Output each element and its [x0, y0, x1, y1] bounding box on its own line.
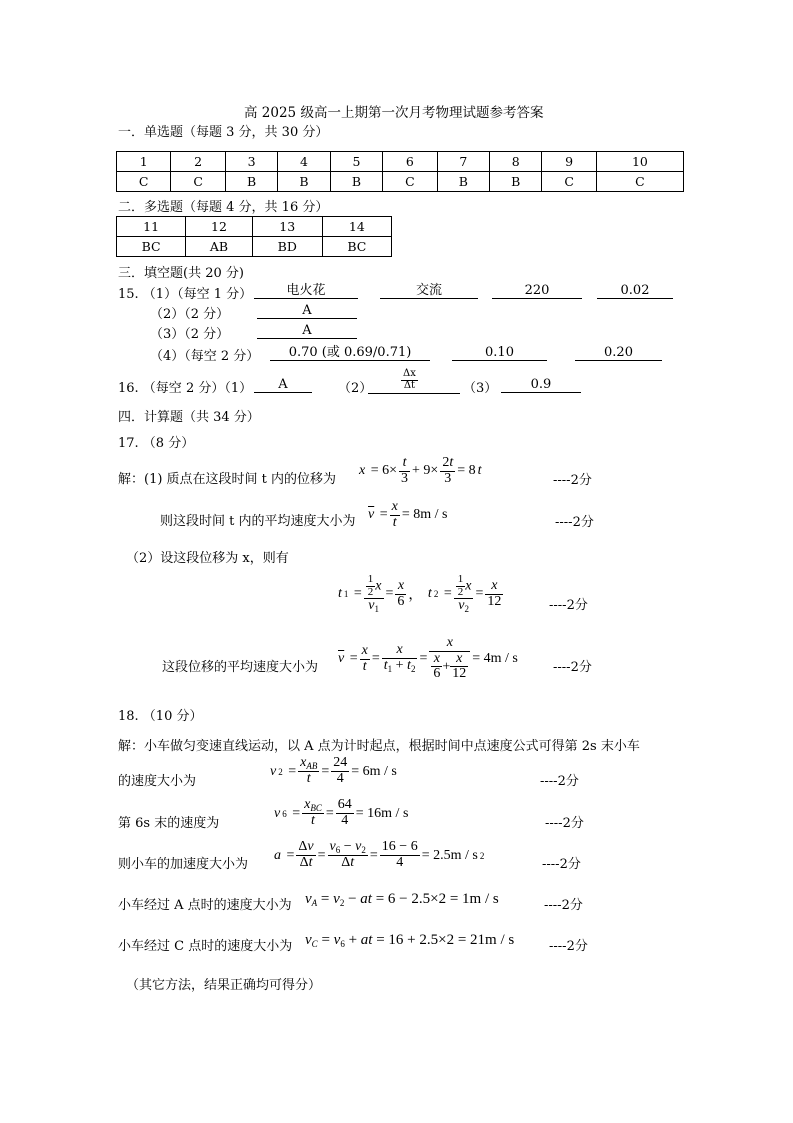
q15-line-1	[118, 283, 252, 302]
q16-part2-label: （2）	[338, 381, 373, 396]
table-row	[117, 172, 684, 192]
multi-choice-answer-table	[116, 216, 392, 257]
table-cell: 6	[383, 152, 437, 172]
score-mark: ----2分	[555, 515, 594, 530]
page-title: 高 2025 级高一上期第一次月考物理试题参考答案	[244, 105, 544, 121]
table-cell: 11	[117, 217, 186, 237]
table-cell: 14	[322, 217, 391, 237]
table-cell: B	[278, 172, 330, 192]
q15-3-label: （3）（2 分）	[150, 327, 230, 342]
score-mark: ----2分	[549, 939, 588, 954]
q18-line2-text: 第 6s 末的速度为	[118, 816, 220, 831]
table-cell: 1	[117, 152, 171, 172]
q18-v6-formula: v 6 = $\frac{x_{BC}}{t}$ = $\frac{64}{4}$ = 16m / s	[274, 797, 409, 829]
table-cell: 10	[596, 152, 683, 172]
section-heading-single-choice: 一．单选题（每题 3 分，共 30 分）	[118, 125, 329, 140]
table-cell: B	[330, 172, 382, 192]
q17-avg-speed-formula: $\overline{v}$ = $\frac{x}{t}$ = $\frac{x}{t_1 + t_2}$ = x $\frac{x}{6}$ + $\frac{x}{12}$ = 4m / s	[338, 635, 518, 682]
section-heading-multi-choice: 二．多选题（每题 4 分，共 16 分）	[118, 200, 329, 215]
score-mark: ----2分	[549, 598, 588, 613]
q18-line5-text: 小车经过 C 点时的速度大小为	[118, 939, 293, 954]
q18-intro-line1: 解：小车做匀变速直线运动，以 A 点为计时起点，根据时间中点速度公式可得第 2s 末小车	[118, 739, 640, 754]
table-cell: AB	[186, 237, 253, 257]
q17-avg-velocity-formula: $\overline{v}$ = $\frac{x}{t}$ = 8m / s	[368, 499, 448, 530]
answer-blank: 0.02	[597, 283, 673, 299]
table-cell: BC	[322, 237, 391, 257]
answer-blank: A	[257, 323, 357, 339]
answer-blank: A	[257, 303, 357, 319]
answer-blank: 0.9	[501, 377, 581, 393]
table-cell: 13	[252, 217, 322, 237]
q17-part2-text: （2）设这段位移为 x，则有	[126, 551, 289, 566]
table-cell: B	[437, 172, 489, 192]
answer-blank: 0.10	[452, 345, 547, 361]
table-cell: BD	[252, 237, 322, 257]
score-mark: ----2分	[545, 816, 584, 831]
table-cell: 12	[186, 217, 253, 237]
q15-4-label: （4）（每空 2 分）	[150, 349, 260, 364]
q18-line3-text: 则小车的加速度大小为	[118, 857, 249, 872]
table-cell: C	[383, 172, 437, 192]
q18-intro-line2: 的速度大小为	[118, 774, 197, 789]
q17-step1-text: 解：(1) 质点在这段时间 t 内的位移为	[118, 472, 337, 487]
q17-time-formula: t 1 = $\frac{1}{2}$ x $v_1$ = $\frac{x}{6}$ ， t 2 = $\frac{1}{2}$ x $v_2$ = $\frac{x}{12}$	[338, 573, 502, 615]
table-row	[117, 217, 392, 237]
score-mark: ----2分	[553, 473, 592, 488]
section-heading-calculation: 四．计算题（共 34 分）	[118, 410, 260, 425]
score-mark: ----2分	[542, 857, 581, 872]
q18-v2-formula: v 2 = $\frac{x_{AB}}{t}$ = $\frac{24}{4}$ = 6m / s	[270, 755, 397, 787]
table-cell: 7	[437, 152, 489, 172]
table-row	[117, 237, 392, 257]
table-cell: 2	[171, 152, 225, 172]
q18-header: 18. （10 分）	[118, 709, 203, 724]
q18-acceleration-formula: a = $\frac{\Delta v}{\Delta t}$ = $\frac{v_6 - v_2}{\Delta t}$ = $\frac{16 - 6}{4}$ = 2.5m / s 2	[274, 839, 485, 871]
q16-part3-label: （3）	[463, 381, 498, 396]
table-cell: C	[542, 172, 596, 192]
table-row	[117, 152, 684, 172]
table-cell: C	[171, 172, 225, 192]
answer-blank: 220	[492, 283, 582, 299]
answer-blank	[368, 369, 460, 394]
q18-note: （其它方法，结果正确均可得分）	[126, 978, 322, 993]
q17-avg-text: 这段位移的平均速度大小为	[162, 660, 319, 675]
score-mark: ----2分	[553, 660, 592, 675]
q15-2-label: （2）（2 分）	[150, 307, 230, 322]
table-cell: B	[490, 172, 542, 192]
q18-vC-formula: $v_C = v_6$ + at = 16 + 2.5×2 = 21m / s	[305, 932, 515, 949]
table-cell: 4	[278, 152, 330, 172]
score-mark: ----2分	[540, 774, 579, 789]
q18-vA-formula: $v_A = v_2$ − at = 6 − 2.5×2 = 1m / s	[305, 891, 499, 908]
q17-step2-text: 则这段时间 t 内的平均速度大小为	[160, 514, 356, 529]
answer-blank: 0.70 (或 0.69/0.71)	[270, 345, 430, 361]
table-cell: C	[596, 172, 683, 192]
q15-1-label: 15. （1）（每空 1 分）	[118, 287, 253, 302]
answer-blank: 交流	[380, 283, 478, 299]
answer-blank: A	[254, 377, 312, 393]
q16-label: 16. （每空 2 分）（1）	[118, 381, 253, 396]
table-cell: 5	[330, 152, 382, 172]
table-cell: 3	[225, 152, 277, 172]
answer-blank: 0.20	[575, 345, 662, 361]
q17-header: 17. （8 分）	[118, 436, 195, 451]
table-cell: 9	[542, 152, 596, 172]
answer-blank: 电火花	[254, 283, 358, 299]
table-cell: 8	[490, 152, 542, 172]
table-cell: B	[225, 172, 277, 192]
table-cell: C	[117, 172, 171, 192]
table-cell: BC	[117, 237, 186, 257]
score-mark: ----2分	[544, 898, 583, 913]
single-choice-answer-table	[116, 151, 684, 192]
q17-displacement-formula: x = 6× $\frac{t}{3}$ + 9× $\frac{2t}{3}$ = 8 t	[359, 455, 482, 486]
section-heading-fill-blank: 三．填空题(共 20 分)	[118, 266, 244, 281]
q18-line4-text: 小车经过 A 点时的速度大小为	[118, 898, 292, 913]
fraction: $\frac{\Delta x}{\Delta t}$	[403, 368, 416, 391]
